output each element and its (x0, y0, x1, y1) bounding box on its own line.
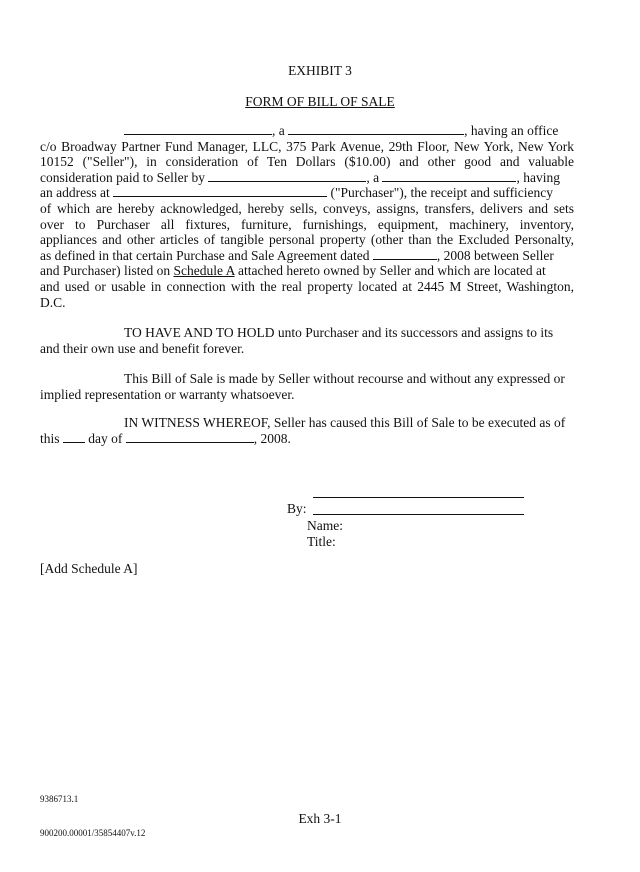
signature-line[interactable] (313, 514, 524, 515)
form-title: FORM OF BILL OF SALE (245, 94, 395, 109)
blank-agreement-date[interactable] (373, 248, 437, 260)
paragraph-line: and used or usable in connection with the real property located at 2445 M Street, Washington, (40, 278, 574, 294)
paragraph-main (40, 123, 574, 310)
paragraph-line: an address at ("Purchaser"), the receipt and sufficiency (40, 185, 554, 201)
blank-seller-entity[interactable] (288, 123, 464, 135)
paragraph-line: and Purchaser) listed on Schedule A attached hereto owned by Seller and which are located at (40, 263, 546, 279)
paragraph-line: consideration paid to Seller by , a , having (40, 169, 560, 185)
blank-purchaser-name[interactable] (208, 170, 366, 182)
paragraph-line: D.C. (40, 294, 66, 310)
paragraph-line: and their own use and benefit forever. (40, 340, 245, 356)
paragraph-habendum (40, 325, 574, 356)
paragraph-line: implied representation or warranty whatsoever. (40, 386, 295, 402)
paragraph-line: IN WITNESS WHEREOF, Seller has caused this Bill of Sale to be executed as of (124, 415, 566, 430)
paragraph-line: 10152 ("Seller"), in consideration of Ten Dollars ($10.00) and other good and valuable (40, 154, 574, 170)
paragraph-witness (40, 415, 574, 446)
paragraph-line: c/o Broadway Partner Fund Manager, LLC, 375 Park Avenue, 29th Floor, New York, New York (40, 138, 574, 154)
signature-name-label: Name: (307, 518, 343, 533)
paragraph-line: as defined in that certain Purchase and Sale Agreement dated , 2008 between Seller (40, 247, 554, 263)
add-schedule-note: [Add Schedule A] (40, 561, 138, 576)
paragraph-line: This Bill of Sale is made by Seller without recourse and without any expressed or (124, 371, 565, 386)
exhibit-label: EXHIBIT 3 (288, 63, 352, 78)
signature-title-label: Title: (307, 534, 336, 549)
signature-line-entity[interactable] (313, 497, 524, 498)
blank-execution-day[interactable] (63, 431, 85, 443)
signature-by-label: By: (287, 501, 307, 516)
page-number: Exh 3-1 (298, 811, 342, 826)
paragraph-line: appliances and other articles of tangible personal property (other than the Excluded Personalty, (40, 232, 574, 248)
schedule-a-reference: Schedule A (173, 263, 235, 279)
paragraph-line: , a , having an office (40, 123, 574, 139)
document-number: 9386713.1 (40, 794, 79, 804)
blank-purchaser-entity[interactable] (382, 170, 516, 182)
file-reference: 900200.00001/35854407v.12 (40, 828, 146, 838)
paragraph-line: of which are hereby acknowledged, hereby sells, conveys, assigns, transfers, delivers and sets (40, 200, 574, 216)
paragraph-disclaimer (40, 371, 574, 402)
blank-purchaser-address[interactable] (113, 185, 327, 197)
paragraph-line: over to Purchaser all fixtures, furniture, furnishings, equipment, machinery, inventory, (40, 216, 574, 232)
blank-execution-month[interactable] (126, 431, 254, 443)
paragraph-line: TO HAVE AND TO HOLD unto Purchaser and its successors and assigns to its (124, 325, 554, 340)
blank-seller-name[interactable] (124, 123, 272, 135)
paragraph-line: this day of , 2008. (40, 430, 291, 446)
